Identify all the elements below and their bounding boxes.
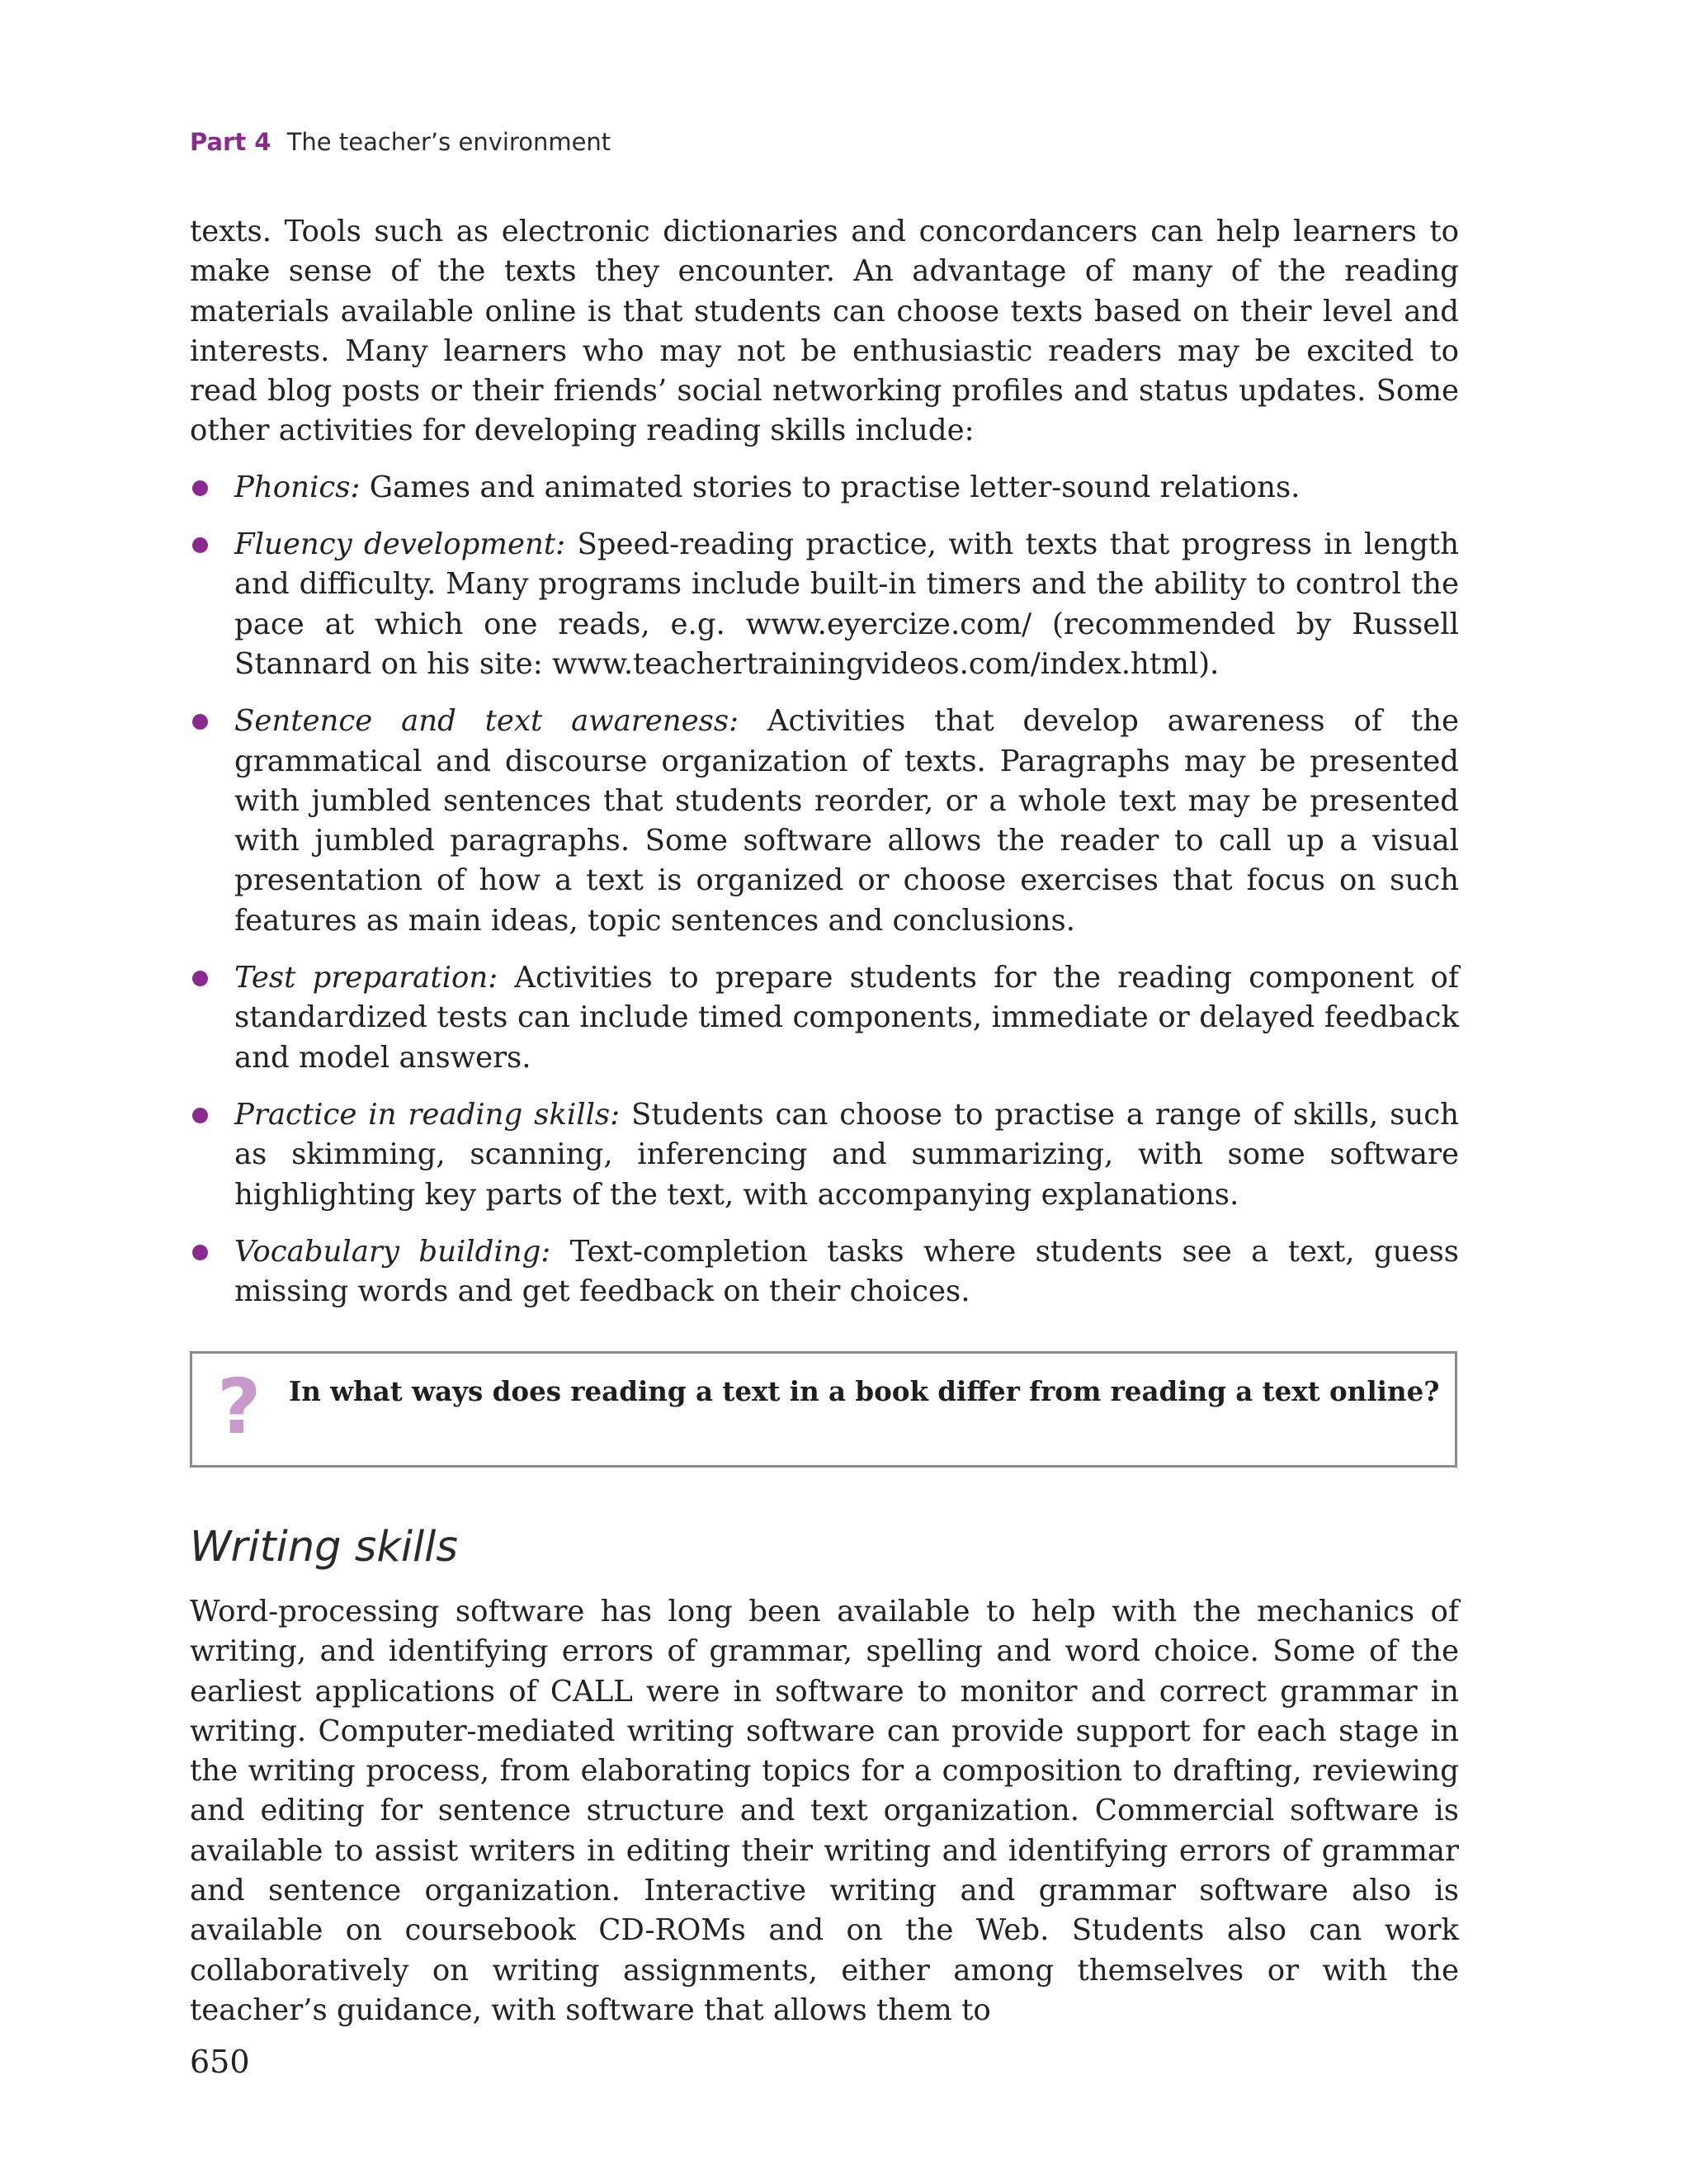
chapter-title: The teacher’s environment — [286, 128, 611, 156]
list-item-text: Students can choose to practise a range of skills, such as skimming, scanning, inferencing and summarizing, with some software highlighting key parts of the text, with accompanying explanations. — [234, 1097, 1459, 1212]
list-item-term: Sentence and text awareness: — [234, 704, 739, 739]
list-item-term: Fluency development: — [234, 527, 566, 562]
bullet-dot-icon — [192, 971, 208, 986]
list-item-sentence-awareness — [190, 702, 1459, 941]
question-mark-icon: ? — [217, 1363, 262, 1451]
reflection-question-text: In what ways does reading a text in a book differ from reading a text online? — [289, 1375, 1440, 1407]
list-item-text: Activities that develop awareness of the grammatical and discourse organization of texts. Paragraphs may be presented with jumbled sentences that students reorder, or a whole text may be presented with jumbled paragraphs. Some software allows the reader to call up a visual presentation of how a text is organized or choose exercises that focus on such features as main ideas, topic sentences and conclusions. — [234, 704, 1459, 938]
list-item-term: Phonics: — [234, 470, 361, 504]
list-item-term: Test preparation: — [234, 961, 498, 995]
section-heading-writing-skills: Writing skills — [190, 1523, 458, 1572]
list-item-vocabulary-building — [190, 1232, 1459, 1312]
bullet-dot-icon — [192, 714, 208, 730]
page-number: 650 — [190, 2044, 250, 2080]
part-label: Part 4 — [190, 128, 271, 156]
list-item-term: Practice in reading skills: — [234, 1097, 621, 1132]
reflection-question-box — [190, 1351, 1457, 1468]
list-item-term: Vocabulary building: — [234, 1234, 551, 1269]
list-item-phonics — [190, 468, 1459, 508]
list-item-fluency-development — [190, 525, 1459, 684]
bullet-dot-icon — [192, 1108, 208, 1123]
running-head — [190, 128, 611, 156]
list-item-text: Speed-reading practice, with texts that progress in length and difficulty. Many programs include built-in timers and the ability to control the pace at which one reads, e.g. www.eyercize.com/ (recommended by Russell Stannard on his site: www.teachertrainingvideos.com/index.html). — [234, 527, 1459, 681]
bullet-dot-icon — [192, 537, 208, 553]
list-item-test-preparation — [190, 958, 1459, 1078]
bullet-dot-icon — [192, 1245, 208, 1260]
activity-list — [190, 468, 1459, 1312]
writing-paragraph: Word-processing software has long been available to help with the mechanics of writing, and identifying errors of grammar, spelling and word choice. Some of the earliest applications of CALL were in software to monitor and correct grammar in writing. Computer-mediated writing software can provide support for each stage in the writing process, from elaborating topics for a composition to drafting, reviewing and editing for sentence structure and text organization. Commercial software is available to assist writers in editing their writing and identifying errors of grammar and sentence organization. Interactive writing and grammar software also is available on coursebook CD-ROMs and on the Web. Students also can work collaboratively on writing assignments, either among themselves or with the teacher’s guidance, with software that allows them to — [190, 1595, 1459, 2027]
intro-paragraph: texts. Tools such as electronic dictionaries and concordancers can help learners to make sense of the texts they encounter. An advantage of many of the reading materials available online is that students can choose texts based on their level and interests. Many learners who may not be enthusiastic readers may be excited to read blog posts or their friends’ social networking profiles and status updates. Some other activities for developing reading skills include: — [190, 215, 1459, 448]
reading-section-body — [190, 212, 1459, 1312]
list-item-reading-skills — [190, 1095, 1459, 1215]
writing-section-body — [190, 1592, 1459, 2030]
bullet-dot-icon — [192, 480, 208, 496]
list-item-text: Games and animated stories to practise letter-sound relations. — [369, 470, 1301, 504]
list-item-text: Activities to prepare students for the reading component of standardized tests can include timed components, immediate or delayed feedback and model answers. — [234, 961, 1459, 1075]
list-item-text: Text-completion tasks where students see a text, guess missing words and get feedback on their choices. — [234, 1234, 1460, 1309]
